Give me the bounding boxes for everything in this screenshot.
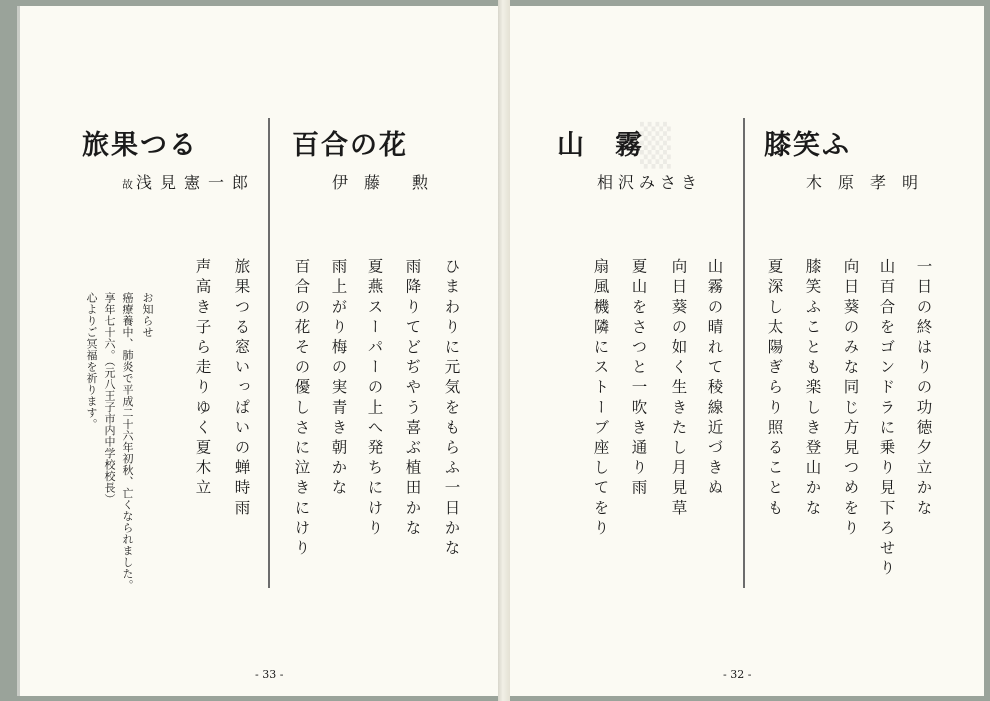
notice-heading: お知らせ bbox=[141, 292, 154, 338]
poem-line: 声高き子ら走りゆく夏木立 bbox=[193, 258, 212, 500]
poem-line: 旅果つる窓いっぱいの蝉時雨 bbox=[232, 258, 251, 520]
poem-title: 膝笑ふ bbox=[764, 130, 851, 161]
poem-line: 膝笑ふことも楽しき登山かな bbox=[803, 258, 822, 520]
author-prefix: 故 bbox=[122, 178, 133, 191]
poem-title: 山 霧 bbox=[557, 130, 644, 161]
poem-line: 百合の花その優しさに泣きにけり bbox=[292, 258, 311, 560]
notice-line: 癌療養中、肺炎で平成二十六年初秋、亡くなられました。 bbox=[121, 292, 134, 591]
poem-author: 相沢みさき bbox=[597, 173, 703, 192]
poem-line: 雨降りてどぢやう喜ぶ植田かな bbox=[403, 258, 422, 540]
page-number: - 32 - bbox=[723, 668, 752, 681]
author-name: 浅見憲一郎 bbox=[136, 173, 257, 192]
notice-line: 心よりご冥福を祈ります。 bbox=[85, 292, 98, 430]
poem-author: 木 原 孝 明 bbox=[806, 173, 919, 192]
poem-line: 夏山をさつと一吹き通り雨 bbox=[629, 258, 648, 500]
column-separator bbox=[743, 118, 745, 588]
right-page bbox=[510, 6, 984, 696]
poem-title: 旅果つる bbox=[82, 130, 198, 161]
book-spine bbox=[498, 0, 510, 701]
poem-line: 山霧の晴れて稜線近づきぬ bbox=[705, 258, 724, 500]
poem-line: 扇風機隣にストーブ座してをり bbox=[591, 258, 610, 540]
show-through-mark: ▒ bbox=[640, 122, 671, 169]
poem-line: 夏深し太陽ぎらり照ることも bbox=[765, 258, 784, 520]
poem-line: 向日葵のみな同じ方見つめをり bbox=[841, 258, 860, 540]
column-separator bbox=[268, 118, 270, 588]
poem-line: 一日の終はりの功徳夕立かな bbox=[914, 258, 933, 520]
page-number: - 33 - bbox=[255, 668, 284, 681]
poem-title: 百合の花 bbox=[292, 130, 408, 161]
poem-line: 雨上がり梅の実青き朝かな bbox=[329, 258, 348, 500]
notice-line: 享年七十六。（元八王子市内中学校校長） bbox=[103, 292, 116, 505]
poem-line: 向日葵の如く生きたし月見草 bbox=[669, 258, 688, 520]
poem-author bbox=[122, 170, 256, 193]
poem-line: 山百合をゴンドラに乗り見下ろせり bbox=[877, 258, 896, 580]
poem-line: 夏燕スーパーの上へ発ちにけり bbox=[365, 258, 384, 540]
poem-author: 伊 藤 勲 bbox=[332, 173, 429, 192]
poem-line: ひまわりに元気をもらふ一日かな bbox=[442, 258, 461, 560]
